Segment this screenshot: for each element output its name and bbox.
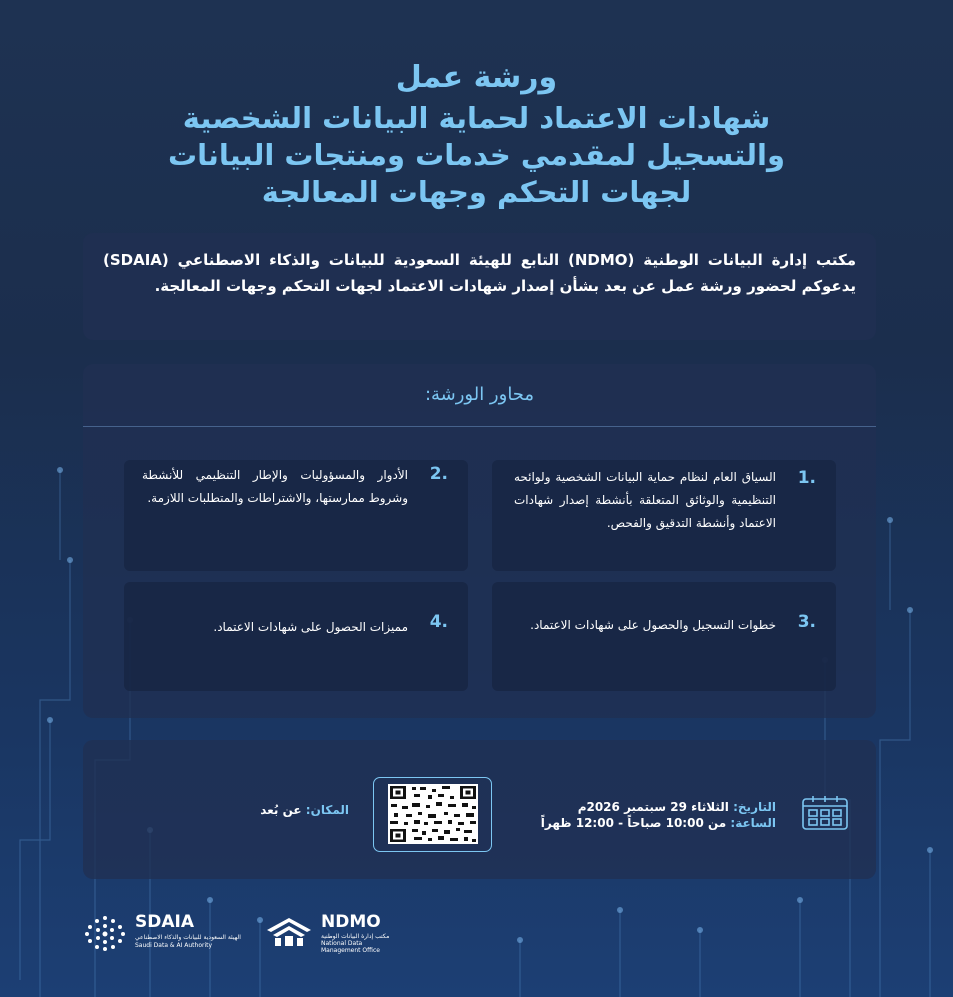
title-line-4: لجهات التحكم وجهات المعالجة (261, 175, 692, 209)
time-value: من 10:00 صباحاً - 12:00 ظهراً (540, 816, 727, 830)
topic-card-2 (124, 460, 468, 571)
date-label: التاريخ: (733, 800, 776, 814)
date-line (578, 800, 776, 814)
ndmo-logo (265, 912, 415, 954)
place-value: عن بُعد (260, 803, 302, 817)
topic-number: 2. (429, 464, 448, 484)
sdaia-emblem-icon (83, 914, 127, 952)
topic-number: 3. (797, 612, 816, 632)
qr-code-icon[interactable] (388, 784, 478, 844)
topic-card-3 (492, 582, 836, 691)
event-details-panel (83, 740, 876, 879)
ndmo-english-name-2: Management Office (321, 947, 380, 954)
topic-text: خطوات التسجيل والحصول على شهادات الاعتماد. (530, 618, 776, 632)
divider (83, 426, 876, 427)
time-label: الساعة: (730, 816, 776, 830)
topics-panel (83, 364, 876, 718)
intro-panel (83, 233, 876, 340)
ndmo-english-name-1: National Data (321, 940, 363, 947)
ndmo-emblem-icon (265, 916, 313, 948)
topic-text: الأدوار والمسؤوليات والإطار التنظيمي للأنشطة وشروط ممارستها، والاشتراطات والمتطلبات اللازمة. (142, 468, 408, 505)
topic-card-4 (124, 582, 468, 691)
place-label: المكان: (305, 803, 349, 817)
topic-text: مميزات الحصول على شهادات الاعتماد. (213, 620, 408, 634)
sdaia-english-name: Saudi Data & AI Authority (135, 942, 213, 949)
logos-footer (83, 908, 423, 958)
date-value: الثلاثاء 29 سبتمبر 2026م (577, 800, 729, 814)
title-line-2: شهادات الاعتماد لحماية البيانات الشخصية (182, 101, 771, 135)
ndmo-arabic-name: مكتب إدارة البيانات الوطنية (321, 933, 390, 940)
sdaia-logo (83, 912, 243, 954)
place-line (260, 803, 349, 817)
topic-number: 4. (429, 612, 448, 632)
calendar-icon (801, 795, 849, 831)
intro-text: مكتب إدارة البيانات الوطنية (NDMO) التابع للهيئة السعودية للبيانات والذكاء الاصطناعي (SDAIA) يدعوكم لحضور ورشة عمل عن بعد بشأن إصدار شهادات الاعتماد لجهات التحكم وجهات المعالجة. (103, 251, 856, 295)
title-line-3: والتسجيل لمقدمي خدمات ومنتجات البيانات (167, 138, 785, 172)
time-line (541, 816, 776, 830)
topics-title: محاور الورشة: (424, 384, 535, 405)
topic-number: 1. (797, 468, 816, 488)
title-line-1: ورشة عمل (395, 60, 558, 95)
page-title (60, 58, 893, 211)
ndmo-name: NDMO (321, 912, 381, 932)
topic-card-1 (492, 460, 836, 571)
sdaia-arabic-name: الهيئة السعودية للبيانات والذكاء الاصطناعي (135, 934, 241, 941)
topic-text: السياق العام لنظام حماية البيانات الشخصية ولوائحه التنظيمية والوثائق المتعلقة بأنشطة إصدار شهادات الاعتماد وأنشطة التدقيق والفحص. (514, 470, 776, 530)
sdaia-name: SDAIA (135, 912, 194, 932)
